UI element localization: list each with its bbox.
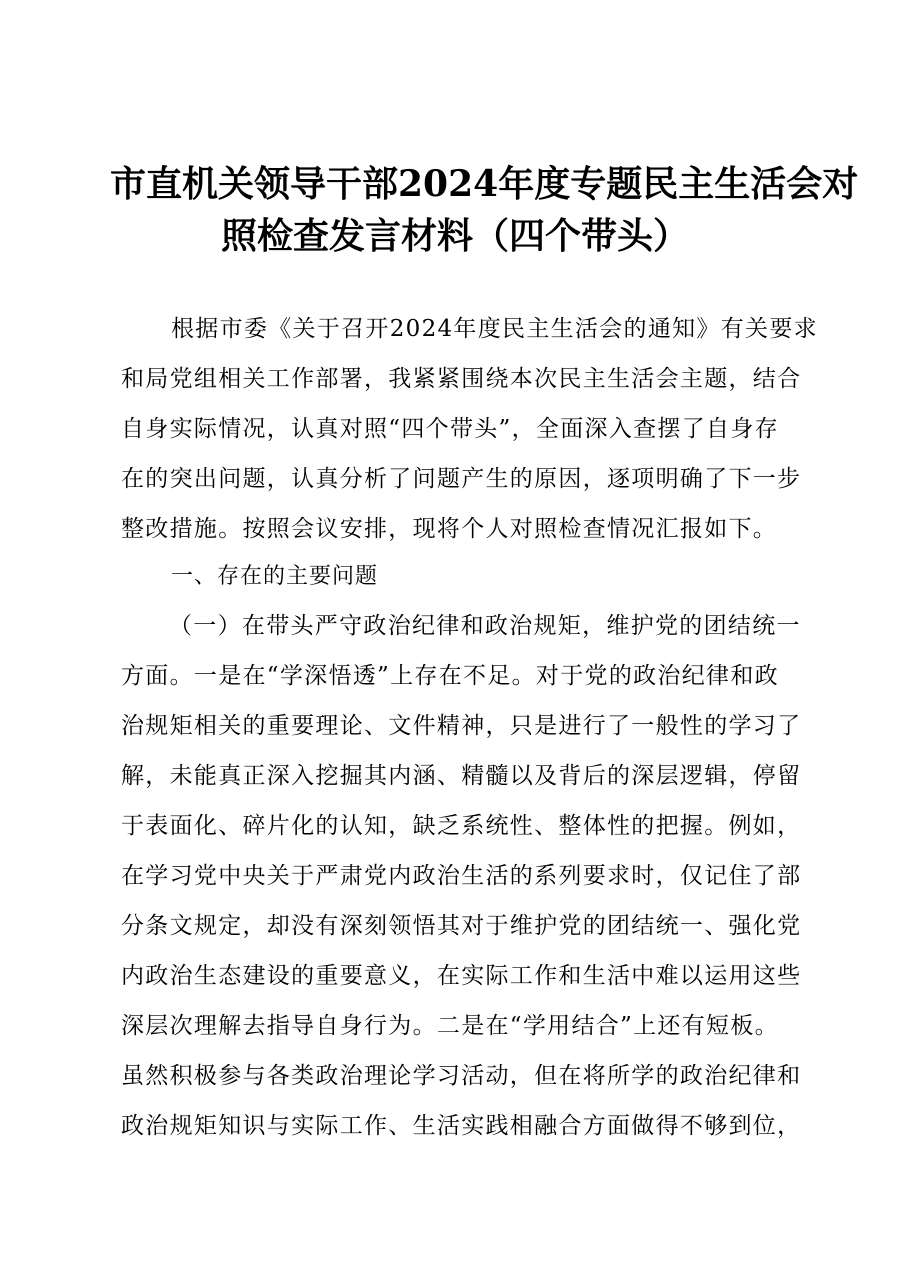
- paragraph-line: 治规矩相关的重要理论、文件精神，只是进行了一般性的学习了: [121, 713, 802, 739]
- paragraph-line: 深层次理解去指导自身行为。二是在“学用结合”上还有短板。: [121, 1013, 779, 1039]
- paragraph-line: 政治规矩知识与实际工作、生活实践相融合方面做得不够到位，: [121, 1113, 802, 1139]
- paragraph-line: 整改措施。按照会议安排，现将个人对照检查情况汇报如下。: [121, 516, 778, 542]
- paragraph-line: 解，未能真正深入挖掘其内涵、精髓以及背后的深层逻辑，停留: [121, 763, 802, 789]
- subsection-line: （一）在带头严守政治纪律和政治规矩，维护党的团结统一: [169, 613, 801, 639]
- paragraph-line: 内政治生态建设的重要意义，在实际工作和生活中难以运用这些: [121, 963, 802, 989]
- document-title-line-1: 市直机关领导干部2024年度专题民主生活会对: [110, 163, 859, 205]
- document-title-line-2: 照检查发言材料（四个带头）: [220, 215, 689, 257]
- paragraph-line: 于表面化、碎片化的认知，缺乏系统性、整体性的把握。例如，: [121, 813, 802, 839]
- section-heading: 一、存在的主要问题: [171, 564, 379, 589]
- paragraph-line: 根据市委《关于召开2024年度民主生活会的通知》有关要求: [171, 316, 818, 342]
- paragraph-line: 在学习党中央关于严肃党内政治生活的系列要求时，仅记住了部: [121, 863, 802, 889]
- paragraph-line: 分条文规定，却没有深刻领悟其对于维护党的团结统一、强化党: [121, 913, 802, 939]
- paragraph-line: 虽然积极参与各类政治理论学习活动，但在将所学的政治纪律和: [121, 1063, 802, 1089]
- paragraph-line: 自身实际情况，认真对照“四个带头”，全面深入查摆了自身存: [121, 416, 779, 442]
- paragraph-line: 和局党组相关工作部署，我紧紧围绕本次民主生活会主题，结合: [121, 366, 802, 392]
- paragraph-line: 方面。一是在“学深悟透”上存在不足。对于党的政治纪律和政: [121, 663, 779, 689]
- paragraph-line: 在的突出问题，认真分析了问题产生的原因，逐项明确了下一步: [121, 466, 802, 492]
